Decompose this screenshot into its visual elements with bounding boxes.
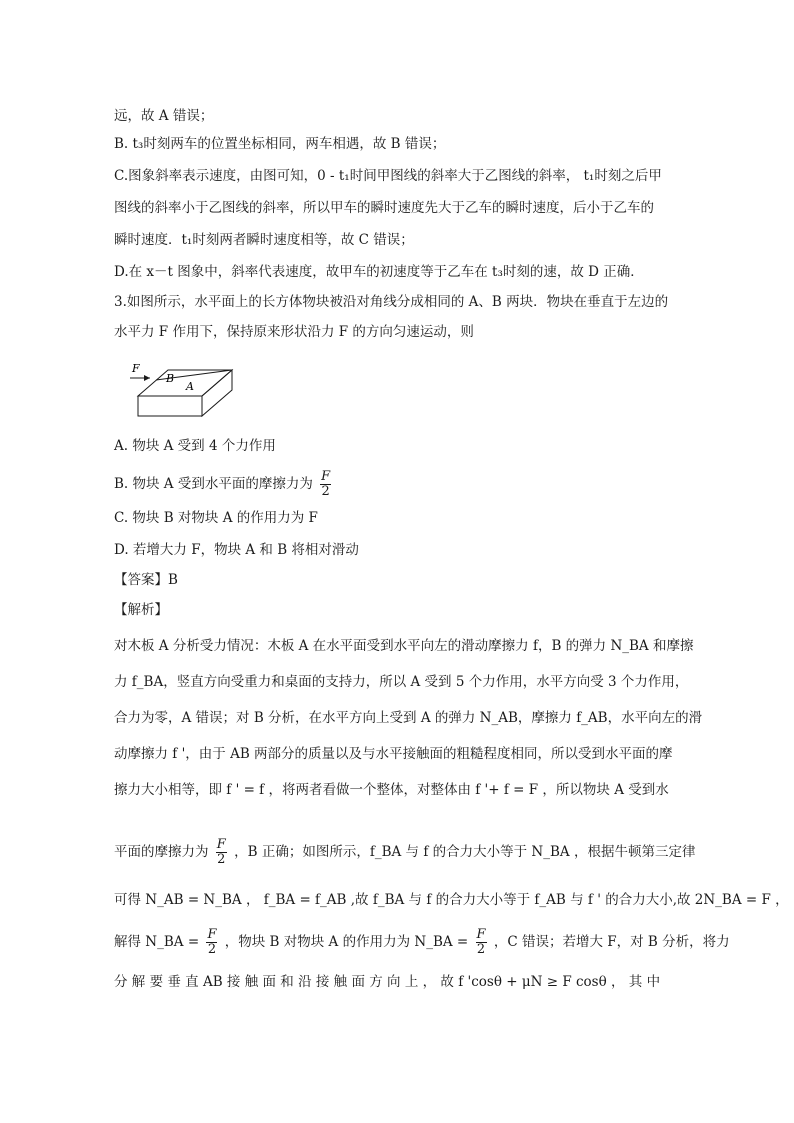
fraction-f-over-2 xyxy=(206,928,217,957)
analysis-line-3: 合力为零，A 错误；对 B 分析，在水平方向上受到 A 的弹力 N_AB，摩擦力 f_AB，水平向左的滑 xyxy=(114,710,703,726)
analysis-line-8-start: 解得 N_BA = xyxy=(114,934,200,950)
analysis-line-8-middle: ，物块 B 对物块 A 的作用力为 N_BA = xyxy=(224,934,469,950)
fraction-numerator: F xyxy=(321,469,331,484)
fraction-denominator: 2 xyxy=(207,942,217,957)
option-b xyxy=(114,470,334,499)
answer-label: 【答案】B xyxy=(114,572,178,588)
option-a: A. 物块 A 受到 4 个力作用 xyxy=(114,438,276,454)
block-b-label: B xyxy=(166,372,175,385)
question-3-line-2: 水平力 F 作用下，保持原来形状沿力 F 的方向匀速运动，则 xyxy=(114,324,474,340)
text-line-4: 图线的斜率小于乙图线的斜率，所以甲车的瞬时速度先大于乙车的瞬时速度，后小于乙车的 xyxy=(114,200,654,216)
option-c: C. 物块 B 对物块 A 的作用力为 F xyxy=(114,510,318,526)
analysis-line-9: 分 解 要 垂 直 AB 接 触 面 和 沿 接 触 面 方 向 上 ， 故 f 'cosθ + μN ≥ F cosθ ， 其 中 xyxy=(114,974,661,990)
question-3-line-1: 3.如图所示，水平面上的长方体物块被沿对角线分成相同的 A、B 两块．物块在垂直于左边的 xyxy=(114,294,669,310)
block-front-face xyxy=(138,396,202,416)
analysis-line-4: 动摩擦力 f '，由于 AB 两部分的质量以及与水平接触面的粗糙程度相同，所以受到水平面的摩 xyxy=(114,746,673,762)
fraction-denominator: 2 xyxy=(476,942,486,957)
force-label: F xyxy=(132,362,140,375)
fraction-numerator: F xyxy=(207,927,217,942)
option-b-text: B. 物块 A 受到水平面的摩擦力为 xyxy=(114,476,313,492)
fraction-denominator: 2 xyxy=(321,484,330,499)
block-diagram xyxy=(128,358,238,420)
fraction-f-over-2 xyxy=(320,470,331,499)
analysis-line-6 xyxy=(114,838,695,867)
block-side-face xyxy=(202,370,232,416)
analysis-line-8-end: ，C 错误；若增大 F，对 B 分析，将力 xyxy=(493,934,730,950)
fraction-denominator: 2 xyxy=(217,852,226,867)
text-line-1: 远，故 A 错误； xyxy=(114,108,214,124)
block-top-face xyxy=(138,370,232,396)
option-d: D. 若增大力 F，物块 A 和 B 将相对滑动 xyxy=(114,542,359,558)
analysis-heading: 【解析】 xyxy=(114,602,168,618)
fraction-f-over-2 xyxy=(476,928,487,957)
text-line-2: B. t₃时刻两车的位置坐标相同，两车相遇，故 B 错误； xyxy=(114,136,446,152)
analysis-line-1: 对木板 A 分析受力情况：木板 A 在水平面受到水平向左的滑动摩擦力 f，B 的弹力 N_BA 和摩擦 xyxy=(114,638,694,654)
analysis-line-8 xyxy=(114,928,730,957)
analysis-line-2: 力 f_BA，竖直方向受重力和桌面的支持力，所以 A 受到 5 个力作用，水平方向受 3 个力作用， xyxy=(114,674,689,690)
analysis-line-6-end: ，B 正确；如图所示，f_BA 与 f 的合力大小等于 N_BA ，根据牛顿第三定律 xyxy=(234,844,696,860)
fraction-f-over-2 xyxy=(216,838,227,867)
text-line-5: 瞬时速度．t₁时刻两者瞬时速度相等，故 C 错误； xyxy=(114,232,414,248)
text-line-6: D.在 x－t 图象中，斜率代表速度，故甲车的初速度等于乙车在 t₃时刻的速，故 D 正确． xyxy=(114,264,644,280)
analysis-line-7: 可得 N_AB = N_BA ， f_BA = f_AB ,故 f_BA 与 f 的合力大小等于 f_AB 与 f ' 的合力大小,故 2N_BA = F ， xyxy=(114,892,789,908)
block-diagram-svg xyxy=(128,358,238,420)
force-arrow-head xyxy=(144,375,150,381)
block-a-label: A xyxy=(186,380,194,393)
fraction-numerator: F xyxy=(476,927,486,942)
analysis-line-6-start: 平面的摩擦力为 xyxy=(114,844,209,860)
text-line-3: C.图象斜率表示速度，由图可知，0 - t₁时间甲图线的斜率大于乙图线的斜率， t₁时刻之后甲 xyxy=(114,168,662,184)
analysis-line-5: 擦力大小相等，即 f ' = f ，将两者看做一个整体，对整体由 f '+ f = F ，所以物块 A 受到水 xyxy=(114,782,669,798)
fraction-numerator: F xyxy=(216,837,226,852)
